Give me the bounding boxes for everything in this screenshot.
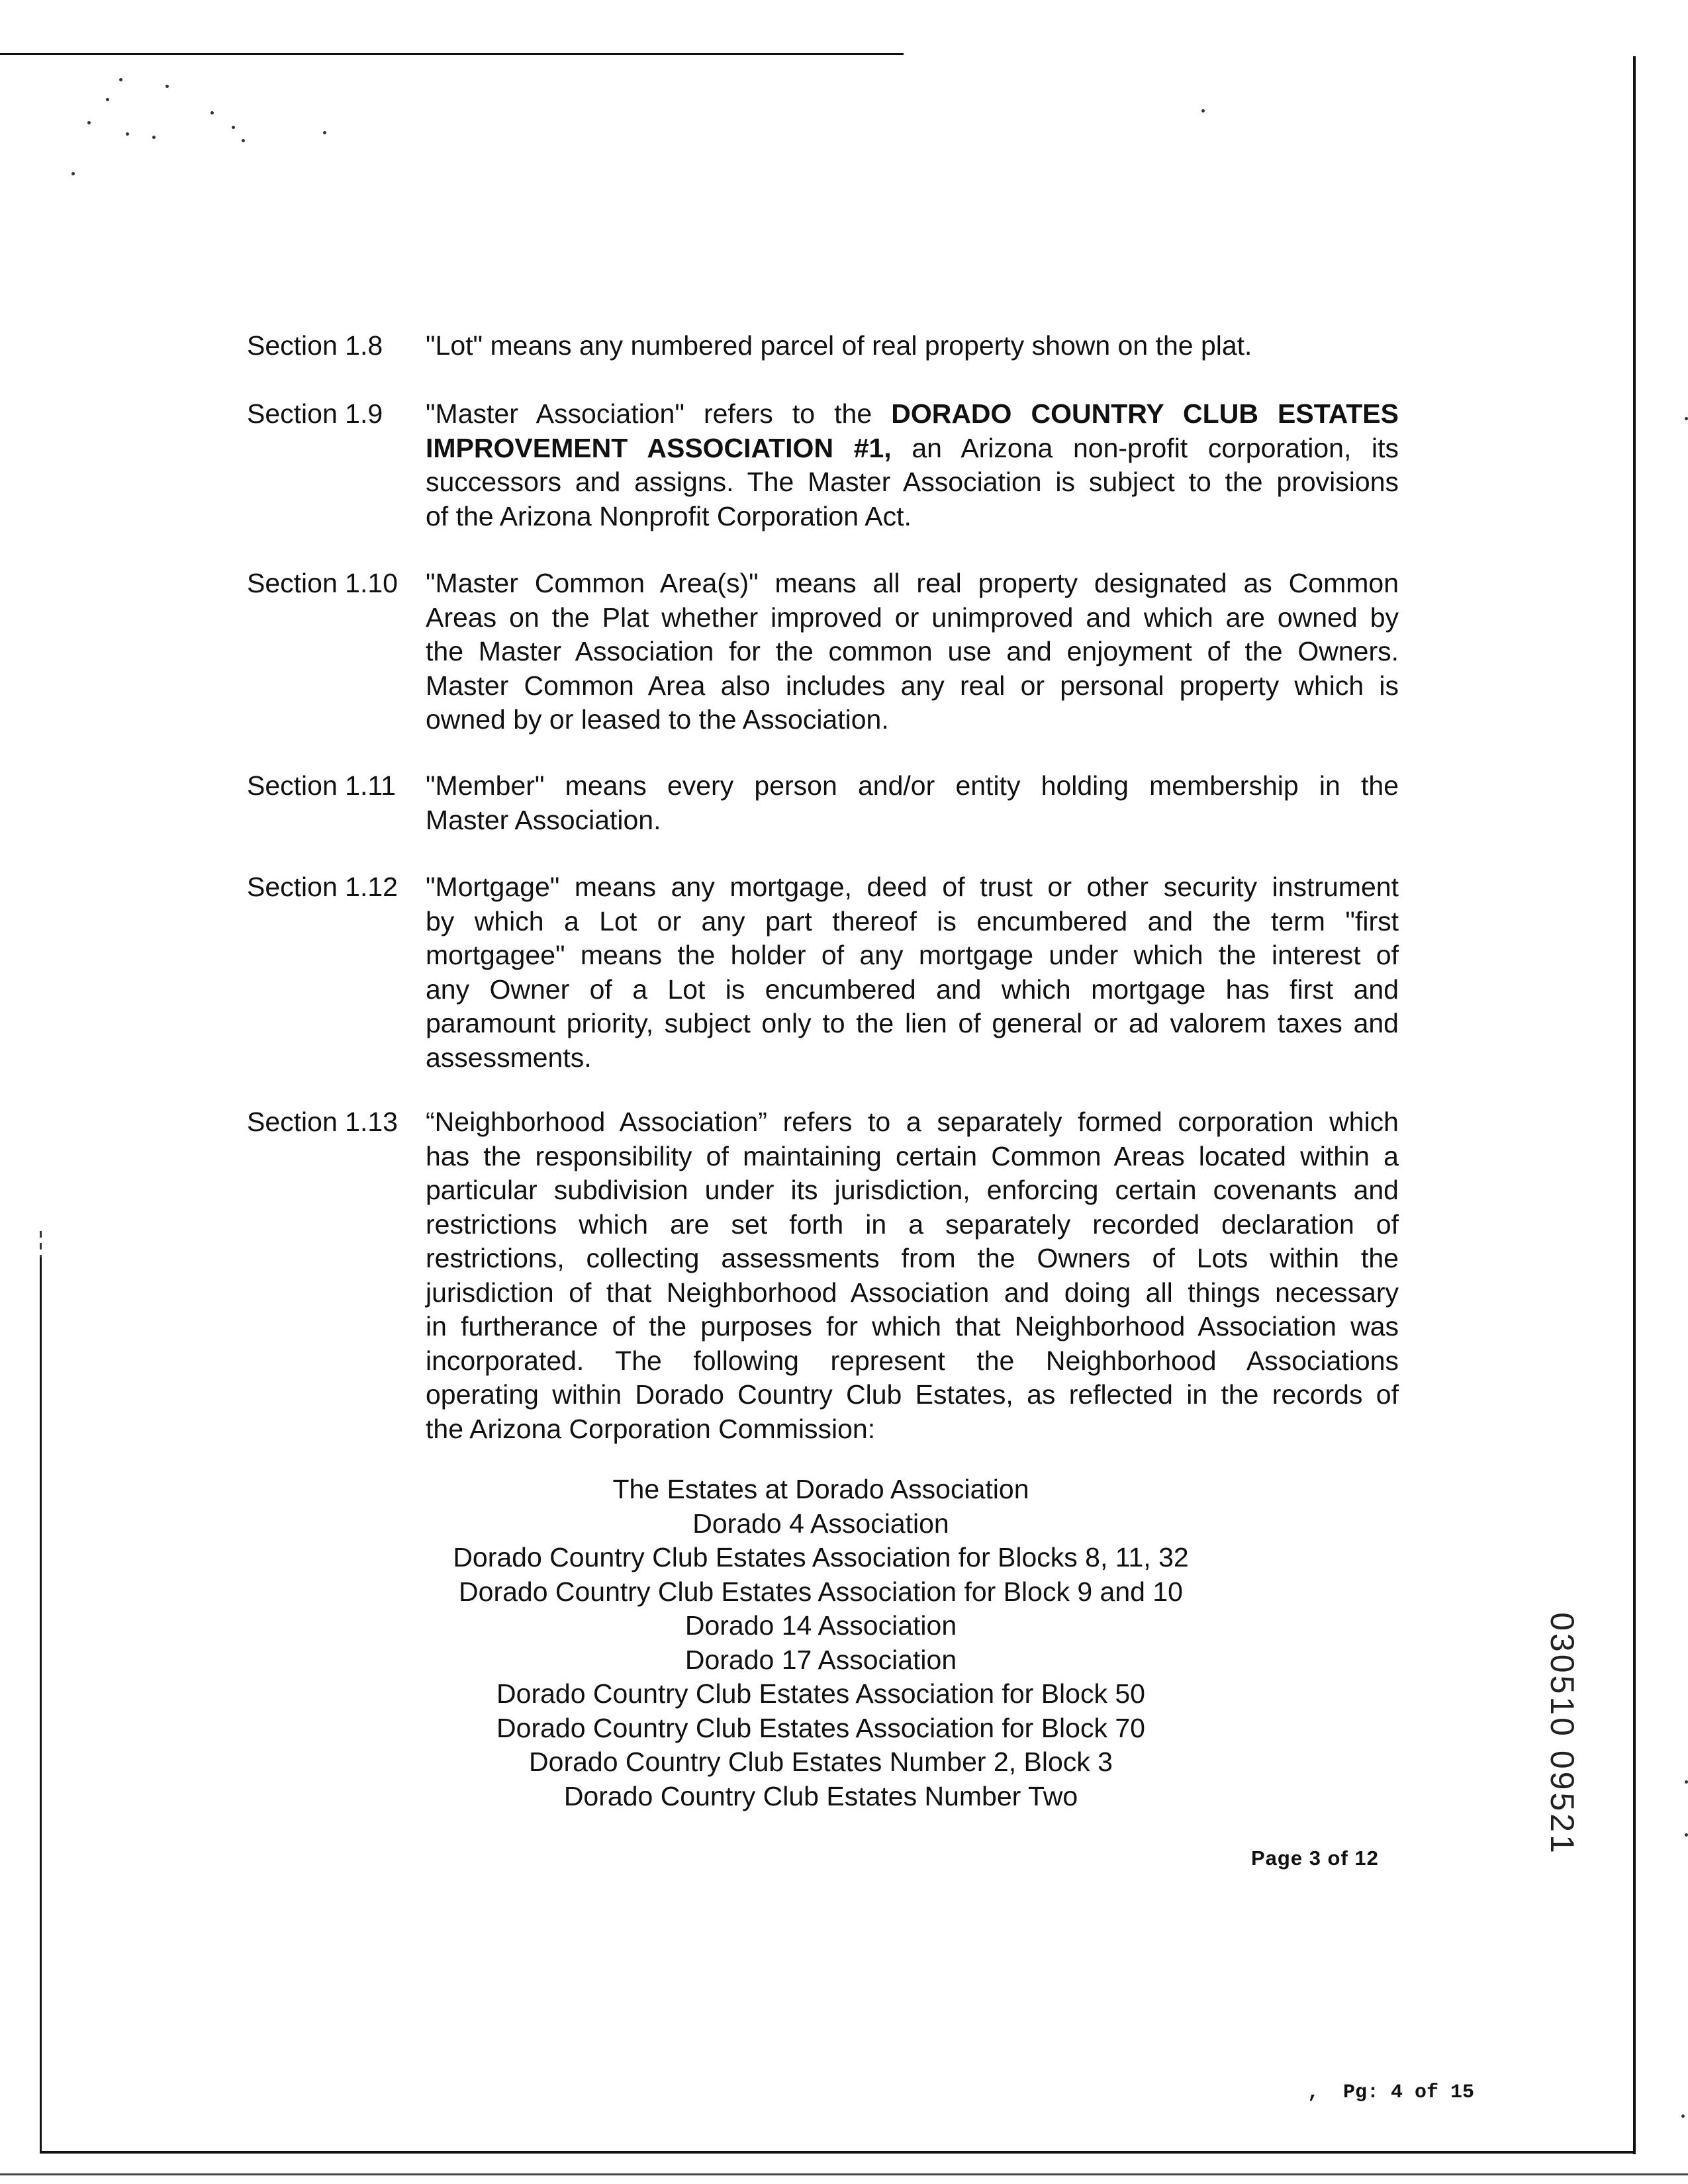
section-line: incorporated. The following represent the Neighborhood Associations — [426, 1345, 1399, 1376]
section-line: any Owner of a Lot is encumbered and which mortgage has first and — [426, 974, 1399, 1005]
speck — [232, 126, 235, 129]
section-line: Master Common Area also includes any real or personal property which is — [426, 670, 1399, 701]
section-line: “Neighborhood Association” refers to a separately formed corporation which — [426, 1107, 1399, 1137]
section-1-12 — [247, 870, 1399, 1075]
section-line: in furtherance of the purposes for which that Neighborhood Association was — [426, 1311, 1399, 1342]
section-1-9 — [247, 397, 1399, 533]
association-name-part: IMPROVEMENT ASSOCIATION #1, — [426, 432, 892, 463]
association-name-part: DORADO COUNTRY CLUB ESTATES — [891, 398, 1399, 429]
section-line: restrictions which are set forth in a separately recorded declaration of — [426, 1208, 1399, 1240]
section-line: IMPROVEMENT ASSOCIATION #1, an Arizona non-profit corporation, its — [426, 432, 1399, 463]
section-line: restrictions, collecting assessments from the Owners of Lots within the — [426, 1243, 1399, 1273]
section-1-8 — [247, 329, 1399, 363]
neighborhood-association-list — [424, 1473, 1218, 1813]
section-text — [426, 870, 1399, 1075]
section-1-10 — [247, 567, 1399, 737]
section-line: "Mortgage" means any mortgage, deed of trust or other security instrument — [426, 872, 1399, 902]
section-line: Master Association. — [426, 804, 661, 835]
recording-stamp — [1542, 1602, 1582, 1866]
section-line: paramount priority, subject only to the lien of general or ad valorem taxes and — [426, 1008, 1399, 1038]
association-item: The Estates at Dorado Association — [612, 1474, 1029, 1504]
section-line: operating within Dorado Country Club Estates, as reflected in the records of — [426, 1379, 1399, 1410]
association-item: Dorado Country Club Estates Number Two — [563, 1780, 1078, 1811]
section-label: Section 1.12 — [247, 872, 398, 902]
speck — [1685, 1780, 1688, 1784]
speck — [1201, 109, 1205, 113]
association-item: Dorado 4 Association — [692, 1508, 949, 1539]
speck — [119, 78, 122, 81]
section-label: Section 1.10 — [247, 568, 398, 598]
section-line: the Arizona Corporation Commission: — [426, 1413, 876, 1444]
section-line: "Master Common Area(s)" means all real property designated as Common — [426, 568, 1399, 598]
speck — [165, 85, 169, 88]
speck — [152, 136, 156, 139]
page-number: Page 3 of 12 — [1251, 1846, 1379, 1870]
section-1-11 — [247, 769, 1399, 837]
speck — [1681, 2115, 1685, 2118]
speck — [211, 111, 214, 114]
section-line: assessments. — [426, 1042, 592, 1073]
section-label: Section 1.11 — [247, 770, 396, 801]
section-line: successors and assigns. The Master Association is subject to the provisions — [426, 467, 1399, 497]
section-line: "Master Association" refers to the DORADO COUNTRY CLUB ESTATES — [426, 398, 1399, 429]
association-item: Dorado Country Club Estates Association for Block 50 — [496, 1678, 1145, 1709]
speck — [87, 121, 91, 124]
speck — [1685, 417, 1688, 420]
section-label: Section 1.9 — [247, 398, 383, 429]
speck — [126, 132, 129, 136]
speck — [71, 172, 75, 175]
section-line: of the Arizona Nonprofit Corporation Act. — [426, 500, 912, 531]
association-item: Dorado Country Club Estates Number 2, Block 3 — [529, 1747, 1113, 1777]
section-text — [426, 567, 1399, 737]
section-line: owned by or leased to the Association. — [426, 704, 889, 735]
section-line: "Member" means every person and/or entity holding membership in the — [426, 770, 1399, 801]
speck — [323, 131, 326, 134]
association-item: Dorado 17 Association — [684, 1644, 957, 1675]
page-edge-rule — [0, 2173, 1688, 2175]
association-item: Dorado Country Club Estates Association for Blocks 8, 11, 32 — [453, 1542, 1189, 1572]
right-border — [1633, 56, 1636, 2154]
section-line: mortgagee" means the holder of any mortgage under which the interest of — [426, 940, 1399, 970]
section-line: "Lot" means any numbered parcel of real property shown on the plat. — [426, 330, 1252, 361]
association-item: Dorado 14 Association — [684, 1610, 957, 1641]
section-line: by which a Lot or any part thereof is encumbered and the term "first — [426, 905, 1399, 936]
speck — [242, 139, 245, 142]
section-1-13 — [247, 1105, 1399, 1446]
top-rule — [0, 53, 904, 55]
section-line: particular subdivision under its jurisdiction, enforcing certain covenants and — [426, 1175, 1399, 1205]
recording-stamp-text: 030510 09521 — [1544, 1612, 1581, 1856]
recording-page-footer: , Pg: 4 of 15 — [1307, 2081, 1475, 2104]
association-item: Dorado Country Club Estates Association for Block 70 — [496, 1712, 1145, 1743]
left-border — [40, 1257, 42, 2152]
speck — [106, 98, 109, 101]
section-text — [426, 769, 1399, 837]
association-item: Dorado Country Club Estates Association for Block 9 and 10 — [459, 1576, 1183, 1607]
section-line: jurisdiction of that Neighborhood Association and doing all things necessary — [426, 1277, 1399, 1308]
section-text — [426, 1105, 1399, 1446]
section-line: the Master Association for the common use and enjoyment of the Owners. — [426, 636, 1399, 666]
section-text — [426, 397, 1399, 533]
section-line: has the responsibility of maintaining certain Common Areas located within a — [426, 1140, 1399, 1171]
section-text — [426, 329, 1399, 363]
section-label: Section 1.8 — [247, 330, 383, 361]
section-label: Section 1.13 — [247, 1107, 398, 1137]
bottom-border — [40, 2151, 1635, 2154]
speck — [1685, 1833, 1688, 1837]
section-line: Areas on the Plat whether improved or unimproved and which are owned by — [426, 602, 1399, 633]
